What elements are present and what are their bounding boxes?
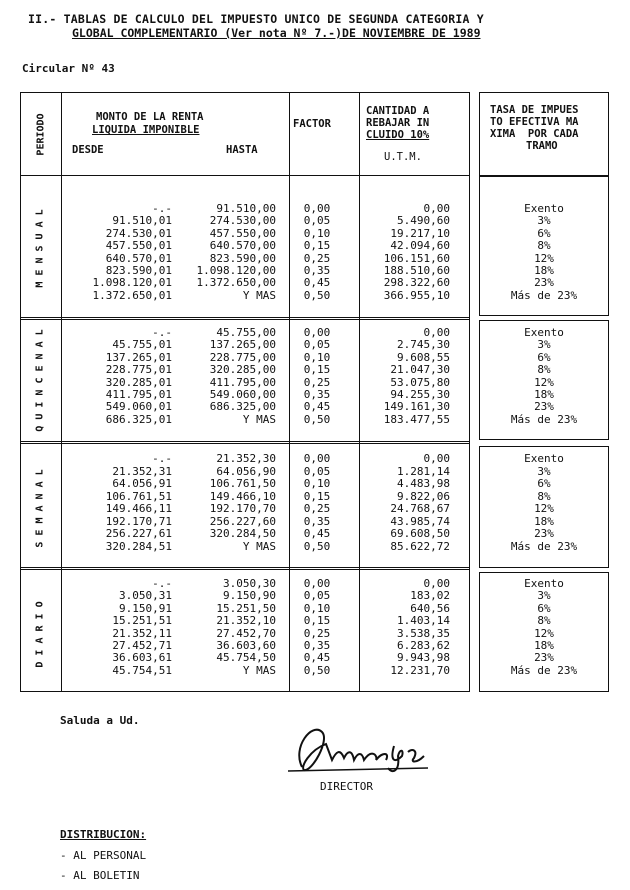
hasta-cell: Y MAS xyxy=(242,539,276,553)
factor-cell: 0,25 xyxy=(303,251,331,265)
factor-cell: 0,10 xyxy=(303,477,331,490)
cantidad-cell: 43.985,74 xyxy=(390,514,450,528)
hasta-cell: 411.795,00 xyxy=(209,375,276,389)
tasa-cell: Más de 23% xyxy=(510,412,578,426)
desde-cell: 411.795,01 xyxy=(105,388,172,402)
hasta-cell: 149.466,10 xyxy=(209,489,276,503)
header-line-1: II.- TABLAS DE CALCULO DEL IMPUESTO UNICO DE SEGUNDA CATEGORIA Y xyxy=(28,12,484,26)
cantidad-cell: 1.403,14 xyxy=(397,614,450,628)
hasta-cell: Y MAS xyxy=(242,412,276,426)
hasta-cell: 64.056,90 xyxy=(216,464,276,478)
hasta-cell: 686.325,00 xyxy=(209,400,276,414)
cantidad-cell: 2.745,30 xyxy=(397,338,450,352)
tasa-cell: 18% xyxy=(534,264,554,278)
desde-column xyxy=(52,327,172,426)
tasa-cell: Más de 23% xyxy=(510,663,578,677)
tasa-cell: 18% xyxy=(534,514,554,528)
cantidad-cell: 0,00 xyxy=(423,452,450,465)
distribution-item: - AL BOLETIN xyxy=(60,869,140,882)
hasta-cell: 320.284,50 xyxy=(209,527,276,540)
hasta-cell: Y MAS xyxy=(242,663,276,677)
desde-cell: 320.285,01 xyxy=(105,375,172,389)
tasa-cell: 18% xyxy=(534,388,554,402)
factor-cell: 0,45 xyxy=(303,276,331,290)
tasa-cell: 23% xyxy=(534,527,554,540)
circular-number: Circular Nº 43 xyxy=(22,62,115,75)
desde-cell: 15.251,51 xyxy=(112,614,172,628)
desde-cell: 137.265,01 xyxy=(105,350,172,364)
tasa-column xyxy=(481,453,607,553)
cantidad-cell: 298.322,60 xyxy=(383,276,450,290)
factor-column xyxy=(288,203,346,302)
factor-cell: 0,05 xyxy=(303,338,331,352)
tasa-cell: 6% xyxy=(537,477,551,490)
cantidad-cell: 4.483,98 xyxy=(397,477,450,490)
cantidad-cell: 94.255,30 xyxy=(390,388,450,402)
desde-column xyxy=(52,578,172,677)
factor-cell: 0,45 xyxy=(303,651,331,665)
tasa-cell: 23% xyxy=(534,651,554,665)
tasa-cell: 8% xyxy=(537,363,551,377)
cantidad-cell: 24.768,67 xyxy=(390,502,450,515)
document-header xyxy=(28,12,598,40)
tasa-cell: Exento xyxy=(524,452,564,465)
desde-cell: -.- xyxy=(152,202,172,215)
cantidad-cell: 6.283,62 xyxy=(397,639,450,653)
tasa-cell: 6% xyxy=(537,226,551,240)
cantidad-cell: 0,00 xyxy=(423,577,450,590)
header-cantidad-1: CANTIDAD A xyxy=(366,105,430,117)
cantidad-cell: 53.075,80 xyxy=(390,375,450,389)
desde-cell: 549.060,01 xyxy=(105,400,172,414)
desde-cell: 36.603,61 xyxy=(112,651,172,665)
header-factor: FACTOR xyxy=(293,118,331,130)
desde-cell: 1.098.120,01 xyxy=(92,276,172,290)
desde-cell: 64.056,91 xyxy=(112,477,172,490)
tasa-cell: 12% xyxy=(534,251,554,265)
factor-cell: 0,05 xyxy=(303,589,331,603)
desde-cell: 640.570,01 xyxy=(105,251,172,265)
desde-cell: 9.150,91 xyxy=(119,601,172,615)
desde-cell: 457.550,01 xyxy=(105,239,172,253)
cantidad-cell: 183,02 xyxy=(410,589,450,603)
hasta-column xyxy=(166,578,276,677)
header-periodo: PERIODO xyxy=(35,113,47,156)
hasta-cell: 256.227,60 xyxy=(209,514,276,528)
factor-cell: 0,00 xyxy=(303,452,331,465)
cantidad-cell: 183.477,55 xyxy=(383,412,450,426)
desde-cell: 256.227,61 xyxy=(105,527,172,540)
desde-cell: -.- xyxy=(152,452,172,465)
hasta-cell: 823.590,00 xyxy=(209,251,276,265)
desde-cell: 228.775,01 xyxy=(105,363,172,377)
cantidad-cell: 640,56 xyxy=(410,601,450,615)
tasa-cell: 8% xyxy=(537,489,551,503)
desde-cell: -.- xyxy=(152,577,172,590)
factor-cell: 0,10 xyxy=(303,226,331,240)
desde-cell: 21.352,11 xyxy=(112,626,172,640)
hasta-cell: 45.754,50 xyxy=(216,651,276,665)
desde-column xyxy=(52,453,172,553)
factor-cell: 0,50 xyxy=(303,663,331,677)
desde-cell: 45.755,01 xyxy=(112,338,172,352)
cantidad-cell: 188.510,60 xyxy=(383,264,450,278)
cantidad-cell: 1.281,14 xyxy=(397,464,450,478)
hasta-cell: 15.251,50 xyxy=(216,601,276,615)
cantidad-cell: 42.094,60 xyxy=(390,239,450,253)
tasa-cell: 23% xyxy=(534,400,554,414)
factor-cell: 0,45 xyxy=(303,400,331,414)
tasa-column xyxy=(481,327,607,426)
factor-cell: 0,00 xyxy=(303,202,331,215)
hasta-cell: 1.098.120,00 xyxy=(196,264,276,278)
hasta-column xyxy=(166,203,276,302)
factor-cell: 0,35 xyxy=(303,264,331,278)
tasa-cell: 23% xyxy=(534,276,554,290)
tasa-cell: 8% xyxy=(537,239,551,253)
hasta-cell: 3.050,30 xyxy=(223,577,276,590)
header-desde: DESDE xyxy=(72,144,104,156)
cantidad-cell: 12.231,70 xyxy=(390,663,450,677)
factor-cell: 0,50 xyxy=(303,288,331,302)
desde-cell: 45.754,51 xyxy=(112,663,172,677)
hasta-cell: 137.265,00 xyxy=(209,338,276,352)
hasta-cell: 192.170,70 xyxy=(209,502,276,515)
director-signature xyxy=(282,712,432,782)
hasta-cell: 36.603,60 xyxy=(216,639,276,653)
signer-title: DIRECTOR xyxy=(320,780,373,793)
cantidad-cell: 69.608,50 xyxy=(390,527,450,540)
hasta-cell: 21.352,10 xyxy=(216,614,276,628)
header-tasa-4: TRAMO xyxy=(526,140,558,152)
cantidad-cell: 19.217,10 xyxy=(390,226,450,240)
cantidad-cell: 0,00 xyxy=(423,202,450,215)
tasa-cell: 3% xyxy=(537,589,551,603)
tasa-cell: 3% xyxy=(537,464,551,478)
tasa-cell: Exento xyxy=(524,202,564,215)
factor-cell: 0,10 xyxy=(303,601,331,615)
hasta-column xyxy=(166,453,276,553)
tasa-cell: 6% xyxy=(537,350,551,364)
cantidad-column xyxy=(350,327,450,426)
hasta-cell: 228.775,00 xyxy=(209,350,276,364)
cantidad-cell: 9.943,98 xyxy=(397,651,450,665)
hasta-cell: 45.755,00 xyxy=(216,326,276,339)
header-cantidad-2: REBAJAR IN xyxy=(366,117,430,129)
hasta-cell: 106.761,50 xyxy=(209,477,276,490)
tasa-cell: 12% xyxy=(534,502,554,515)
desde-cell: 320.284,51 xyxy=(105,539,172,553)
distribution-item: - AL PERSONAL xyxy=(60,849,147,862)
desde-cell: 686.325,01 xyxy=(105,412,172,426)
periodo-label: S E M A N A L xyxy=(34,469,46,548)
cantidad-column xyxy=(350,203,450,302)
header-cantidad-3: CLUIDO 10% xyxy=(366,129,430,141)
cantidad-cell: 85.622,72 xyxy=(390,539,450,553)
header-monto-2: LIQUIDA IMPONIBLE xyxy=(92,124,200,136)
header-utm: U.T.M. xyxy=(384,151,422,163)
header-hasta: HASTA xyxy=(226,144,258,156)
tasa-cell: 6% xyxy=(537,601,551,615)
header-tasa-1: TASA DE IMPUES xyxy=(490,104,579,116)
hasta-column xyxy=(166,327,276,426)
factor-cell: 0,45 xyxy=(303,527,331,540)
hasta-cell: Y MAS xyxy=(242,288,276,302)
cantidad-cell: 9.608,55 xyxy=(397,350,450,364)
factor-cell: 0,35 xyxy=(303,639,331,653)
factor-cell: 0,25 xyxy=(303,375,331,389)
cantidad-cell: 149.161,30 xyxy=(383,400,450,414)
tasa-cell: 12% xyxy=(534,626,554,640)
tasa-cell: 3% xyxy=(537,214,551,228)
closing-text: Saluda a Ud. xyxy=(60,714,140,727)
tasa-cell: 3% xyxy=(537,338,551,352)
cantidad-column xyxy=(350,453,450,553)
factor-cell: 0,25 xyxy=(303,626,331,640)
header-monto-1: MONTO DE LA RENTA xyxy=(96,111,204,123)
cantidad-column xyxy=(350,578,450,677)
factor-column xyxy=(288,453,346,553)
desde-cell: 91.510,01 xyxy=(112,214,172,228)
hasta-cell: 274.530,00 xyxy=(209,214,276,228)
cantidad-cell: 3.538,35 xyxy=(397,626,450,640)
periodo-label: Q U I N C E N A L xyxy=(34,329,46,432)
factor-cell: 0,00 xyxy=(303,326,331,339)
desde-column xyxy=(52,203,172,302)
tasa-cell: 8% xyxy=(537,614,551,628)
factor-cell: 0,05 xyxy=(303,214,331,228)
tasa-cell: 18% xyxy=(534,639,554,653)
hasta-cell: 21.352,30 xyxy=(216,452,276,465)
cantidad-cell: 9.822,06 xyxy=(397,489,450,503)
periodo-label: M E N S U A L xyxy=(34,209,46,288)
hasta-cell: 457.550,00 xyxy=(209,226,276,240)
hasta-cell: 1.372.650,00 xyxy=(196,276,276,290)
tasa-cell: Más de 23% xyxy=(510,288,578,302)
header-tasa-3: XIMA POR CADA xyxy=(490,128,579,140)
factor-cell: 0,00 xyxy=(303,577,331,590)
tasa-column xyxy=(481,203,607,302)
factor-cell: 0,05 xyxy=(303,464,331,478)
periodo-label: D I A R I O xyxy=(34,601,46,668)
factor-cell: 0,35 xyxy=(303,388,331,402)
tasa-cell: Más de 23% xyxy=(510,539,578,553)
desde-cell: 149.466,11 xyxy=(105,502,172,515)
factor-column xyxy=(288,327,346,426)
factor-cell: 0,15 xyxy=(303,363,331,377)
hasta-cell: 9.150,90 xyxy=(223,589,276,603)
cantidad-cell: 106.151,60 xyxy=(383,251,450,265)
factor-cell: 0,50 xyxy=(303,412,331,426)
desde-cell: 3.050,31 xyxy=(119,589,172,603)
cantidad-cell: 21.047,30 xyxy=(390,363,450,377)
desde-cell: 1.372.650,01 xyxy=(92,288,172,302)
factor-cell: 0,15 xyxy=(303,614,331,628)
desde-cell: 823.590,01 xyxy=(105,264,172,278)
hasta-cell: 549.060,00 xyxy=(209,388,276,402)
hasta-cell: 640.570,00 xyxy=(209,239,276,253)
factor-cell: 0,10 xyxy=(303,350,331,364)
tasa-cell: 12% xyxy=(534,375,554,389)
tasa-cell: Exento xyxy=(524,326,564,339)
distribution-title: DISTRIBUCION: xyxy=(60,828,147,841)
desde-cell: 27.452,71 xyxy=(112,639,172,653)
factor-cell: 0,15 xyxy=(303,489,331,503)
hasta-cell: 320.285,00 xyxy=(209,363,276,377)
factor-cell: 0,35 xyxy=(303,514,331,528)
cantidad-cell: 5.490,60 xyxy=(397,214,450,228)
factor-cell: 0,25 xyxy=(303,502,331,515)
desde-cell: 106.761,51 xyxy=(105,489,172,503)
cantidad-cell: 366.955,10 xyxy=(383,288,450,302)
desde-cell: 274.530,01 xyxy=(105,226,172,240)
header-line-2: GLOBAL COMPLEMENTARIO (Ver nota Nº 7.-)DE NOVIEMBRE DE 1989 xyxy=(72,26,481,40)
factor-column xyxy=(288,578,346,677)
factor-cell: 0,50 xyxy=(303,539,331,553)
tasa-column xyxy=(481,578,607,677)
factor-cell: 0,15 xyxy=(303,239,331,253)
hasta-cell: 27.452,70 xyxy=(216,626,276,640)
desde-cell: -.- xyxy=(152,326,172,339)
cantidad-cell: 0,00 xyxy=(423,326,450,339)
desde-cell: 192.170,71 xyxy=(105,514,172,528)
desde-cell: 21.352,31 xyxy=(112,464,172,478)
tasa-cell: Exento xyxy=(524,577,564,590)
hasta-cell: 91.510,00 xyxy=(216,202,276,215)
header-tasa-2: TO EFECTIVA MA xyxy=(490,116,579,128)
